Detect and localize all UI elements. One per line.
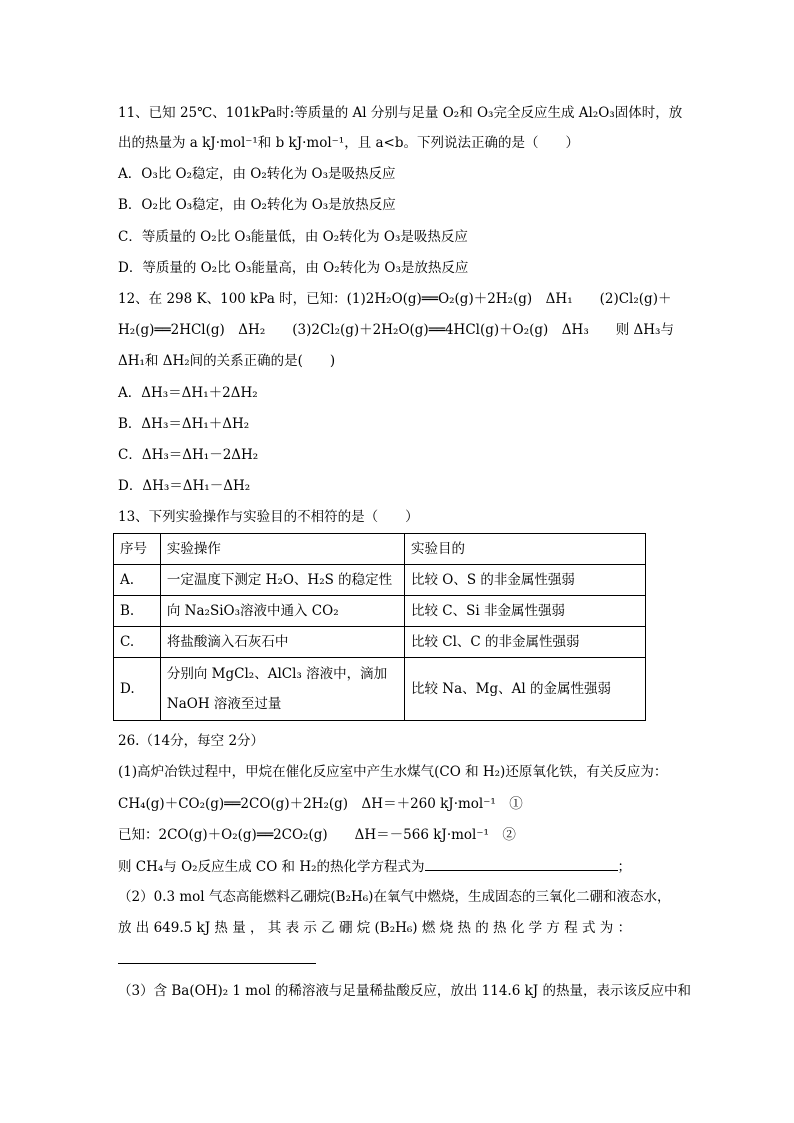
q12-option-d: D．ΔH₃＝ΔH₁－ΔH₂: [118, 478, 251, 494]
q26-part1-intro: (1)高炉冶铁过程中，甲烷在催化反应室中产生水煤气(CO 和 H₂)还原氧化铁，有关反应为：: [118, 764, 668, 780]
row-operation: [160, 658, 404, 721]
answer-blank-1[interactable]: [425, 856, 618, 871]
header-operation: 实验操作: [160, 534, 404, 565]
row-goal: 比较 Cl、C 的非金属性强弱: [404, 627, 645, 658]
q12-stem-line1: 12、在 298 K、100 kPa 时，已知：(1)2H₂O(g)══O₂(g)＋2H₂(g) ΔH₁ (2)Cl₂(g)＋: [118, 291, 672, 307]
table-header-row: [114, 534, 646, 565]
q11-stem-line1: 11、已知 25℃、101kPa时:等质量的 Al 分别与足量 O₂和 O₃完全反应生成 Al₂O₃固体时，放: [118, 105, 683, 121]
q26-part2-line2: 放 出 649.5 kJ 热 量 ， 其 表 示 乙 硼 烷 (B₂H₆) 燃 烧 热 的 热 化 学 方 程 式 为 ：: [118, 920, 632, 936]
q26-part1-question-text: 则 CH₄与 O₂反应生成 CO 和 H₂的热化学方程式为: [118, 859, 425, 875]
q11-option-a: A．O₃比 O₂稳定，由 O₂转化为 O₃是吸热反应: [118, 166, 396, 182]
row-operation: 向 Na₂SiO₃溶液中通入 CO₂: [160, 596, 404, 627]
row-number: B.: [114, 596, 161, 627]
table-row: [114, 627, 646, 658]
row-number: A.: [114, 565, 161, 596]
q13-stem: 13、下列实验操作与实验目的不相符的是（ ）: [118, 509, 419, 525]
table-row: [114, 658, 646, 721]
header-goal: 实验目的: [404, 534, 645, 565]
row-number: D.: [114, 658, 161, 721]
row-goal: 比较 Na、Mg、Al 的金属性强弱: [404, 658, 645, 721]
q26-part1-question-end: ；: [617, 859, 632, 875]
row-goal: 比较 C、Si 非金属性强弱: [404, 596, 645, 627]
q26-equation-1: CH₄(g)＋CO₂(g)══2CO(g)＋2H₂(g) ΔH＝＋260 kJ·mol⁻¹ ①: [118, 796, 523, 812]
q12-stem-line3: ΔH₁和 ΔH₂间的关系正确的是( ): [118, 353, 336, 369]
q26-part2-line1: （2）0.3 mol 气态高能燃料乙硼烷(B₂H₆)在氧气中燃烧，生成固态的三氧化二硼和液态水，: [118, 889, 671, 905]
row-operation-line1: 分别向 MgCl₂、AlCl₃ 溶液中，滴加: [166, 666, 388, 682]
table-row: [114, 565, 646, 596]
q26-header: 26.（14分，每空 2分）: [118, 733, 265, 749]
experiment-table: [113, 533, 646, 721]
table-row: [114, 596, 646, 627]
q11-option-b: B．O₂比 O₃稳定，由 O₂转化为 O₃是放热反应: [118, 197, 396, 213]
row-operation: 一定温度下测定 H₂O、H₂S 的稳定性: [160, 565, 404, 596]
q12-option-c: C．ΔH₃＝ΔH₁－2ΔH₂: [118, 447, 259, 463]
row-goal: 比较 O、S 的非金属性强弱: [404, 565, 645, 596]
q11-option-d: D．等质量的 O₂比 O₃能量高，由 O₂转化为 O₃是放热反应: [118, 260, 469, 276]
q26-equation-2: 已知：2CO(g)＋O₂(g)══2CO₂(g) ΔH＝－566 kJ·mol⁻¹ ②: [118, 827, 516, 843]
q12-stem-line2: H₂(g)══2HCl(g) ΔH₂ (3)2Cl₂(g)＋2H₂O(g)══4HCl(g)＋O₂(g) ΔH₃ 则 ΔH₃与: [118, 322, 674, 338]
row-operation: 将盐酸滴入石灰石中: [160, 627, 404, 658]
q12-option-a: A．ΔH₃＝ΔH₁＋2ΔH₂: [118, 385, 258, 401]
answer-blank-2[interactable]: [118, 963, 316, 964]
q11-stem-line2: 出的热量为 a kJ·mol⁻¹和 b kJ·mol⁻¹，且 a<b。下列说法正确的是（ ）: [118, 135, 579, 151]
q11-option-c: C．等质量的 O₂比 O₃能量低，由 O₂转化为 O₃是吸热反应: [118, 229, 468, 245]
row-number: C.: [114, 627, 161, 658]
q26-part3-line1: （3）含 Ba(OH)₂ 1 mol 的稀溶液与足量稀盐酸反应，放出 114.6 kJ 的热量，表示该反应中和: [118, 983, 691, 999]
row-operation-line2: NaOH 溶液至过量: [166, 696, 282, 712]
q26-part1-question: [118, 856, 631, 877]
q12-option-b: B．ΔH₃＝ΔH₁＋ΔH₂: [118, 416, 250, 432]
header-number: 序号: [114, 534, 161, 565]
